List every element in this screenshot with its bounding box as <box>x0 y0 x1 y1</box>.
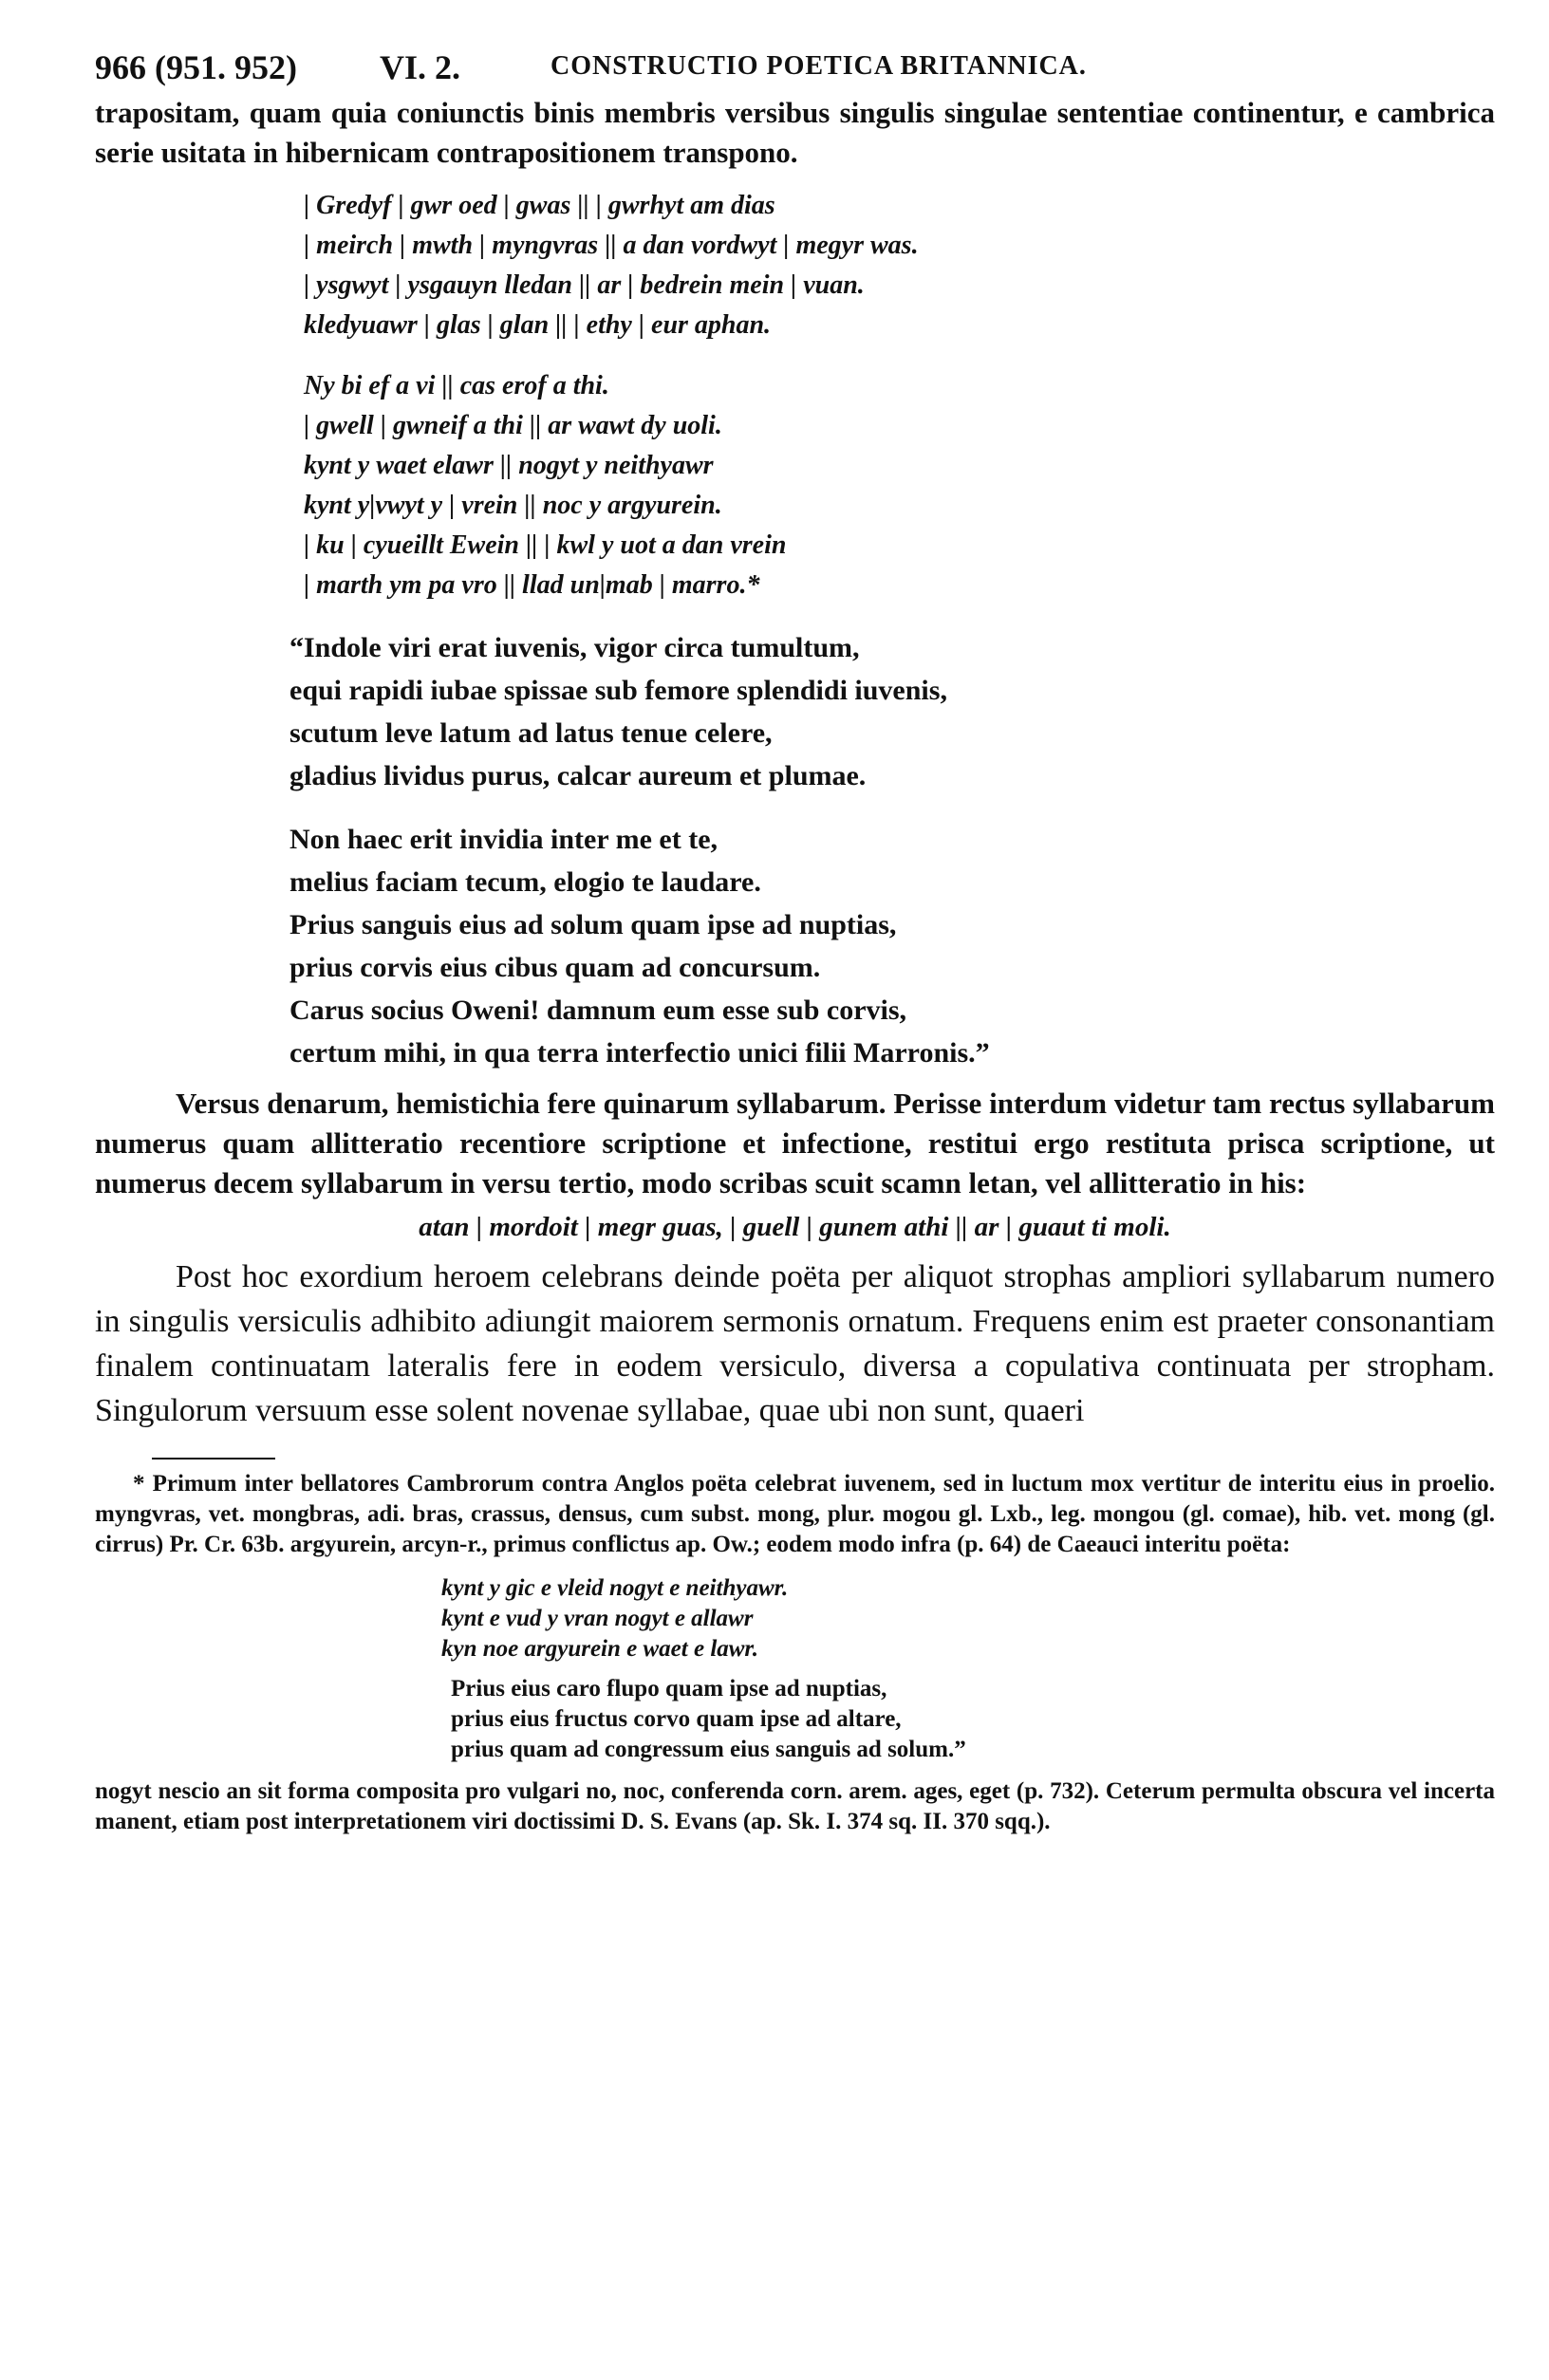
running-title: CONSTRUCTIO POETICA BRITANNICA. <box>551 51 1087 81</box>
verse-line: prius eius fructus corvo quam ipse ad altare, <box>451 1706 902 1732</box>
verse-line: Non haec erit invidia inter me et te, <box>289 824 719 855</box>
verse-line: | meirch | mwth | myngvras || a dan vordwyt | megyr was. <box>304 231 919 260</box>
verse-line: “Indole viri erat iuvenis, vigor circa tumultum, <box>289 632 860 663</box>
verse-line: prius quam ad congressum eius sanguis ad solum.” <box>451 1737 966 1762</box>
verse-line: kynt e vud y vran nogyt e allawr <box>441 1606 754 1631</box>
latin-stanza-2 <box>289 818 1495 1074</box>
welsh-stanza-1 <box>304 186 1495 345</box>
verse-line: | ku | cyueillt Ewein || | kwl y uot a dan vrein <box>304 530 787 560</box>
example-line: atan | mordoit | megr guas, | guell | gunem athi || ar | guaut ti moli. <box>419 1212 1171 1242</box>
footnote-text: * Primum inter bellatores Cambrorum contra Anglos poëta celebrat iuvenem, sed in luctum mox vertitur de interitu eius in proelio. myngvras, vet. mongbras, adi. bras, crassus, densus, cum subst. mong, plur. mogou gl. Lxb., leg. mongou (gl. comae), hib. vet. mong (gl. cirrus) Pr. Cr. 63b. argyurein, arcyn-r., primus conflictus ap. Ow.; eodem modo infra (p. 64) de Caeauci interitu poëta: <box>95 1471 1495 1557</box>
verse-line: melius faciam tecum, elogio te laudare. <box>289 866 761 898</box>
verse-line: | gwell | gwneif a thi || ar wawt dy uoli. <box>304 411 722 440</box>
verse-line: kynt y waet elawr || nogyt y neithyawr <box>304 451 714 480</box>
versus-paragraph: Versus denarum, hemistichia fere quinarum syllabarum. Perisse interdum videtur tam rectus syllabarum numerus quam allitteratio recentiore scriptione et infectione, restitui ergo restituta prisca scriptione, ut numerus decem syllabarum in versu tertio, modo scribas scuit scamn letan, vel allitteratio in his: <box>95 1087 1495 1199</box>
verse-line: equi rapidi iubae spissae sub femore splendidi iuvenis, <box>289 675 947 706</box>
verse-line: scutum leve latum ad latus tenue celere, <box>289 717 773 749</box>
verse-line: | Gredyf | gwr oed | gwas || | gwrhyt am dias <box>304 191 775 220</box>
verse-line: kynt y gic e vleid nogyt e neithyawr. <box>441 1575 789 1601</box>
verse-line: kledyuawr | glas | glan || | ethy | eur aphan. <box>304 310 772 340</box>
footnote <box>95 1469 1495 1837</box>
footnote-welsh-lines <box>441 1573 1495 1664</box>
post-paragraph: Post hoc exordium heroem celebrans deinde poëta per aliquot strophas ampliori syllabarum numero in singulis versiculis adhibito adiungit maiorem sermonis ornatum. Frequens enim est praeter consonantiam finalem continuatam lateralis fere in eodem versiculo, diversa a copulativa continuata per stropham. Singulorum versuum esse solent novenae syllabae, quae ubi non sunt, quaeri <box>95 1259 1495 1428</box>
running-header <box>95 27 1495 93</box>
verse-line: kynt y|vwyt y | vrein || noc y argyurein. <box>304 491 722 520</box>
verse-line: gladius lividus purus, calcar aureum et plumae. <box>289 760 867 791</box>
footnote-rule <box>152 1458 275 1460</box>
page <box>95 27 1495 1837</box>
welsh-stanza-2 <box>304 366 1495 605</box>
verse-line: | ysgwyt | ysgauyn lledan || ar | bedrein mein | vuan. <box>304 270 865 300</box>
verse-line: kyn noe argyurein e waet e lawr. <box>441 1636 759 1662</box>
verse-line: Prius sanguis eius ad solum quam ipse ad nuptias, <box>289 909 897 940</box>
verse-line: Ny bi ef a vi || cas erof a thi. <box>304 371 609 400</box>
verse-line: certum mihi, in qua terra interfectio unici filii Marronis.” <box>289 1037 990 1069</box>
verse-line: Prius eius caro flupo quam ipse ad nuptias, <box>451 1676 887 1701</box>
page-number: 966 (951. 952) <box>95 48 297 86</box>
verse-line: | marth ym pa vro || llad un|mab | marro.* <box>304 570 760 600</box>
section-number: VI. 2. <box>380 48 461 86</box>
verse-line: Carus socius Oweni! damnum eum esse sub corvis, <box>289 995 907 1026</box>
verse-line: prius corvis eius cibus quam ad concursum. <box>289 952 821 983</box>
intro-paragraph: trapositam, quam quia coniunctis binis membris versibus singulis singulae sententiae continentur, e cambrica serie usitata in hibernicam contrapositionem transpono. <box>95 96 1495 169</box>
footnote-latin-lines <box>451 1674 1495 1765</box>
latin-stanza-1 <box>289 626 1495 797</box>
footnote-closing: nogyt nescio an sit forma composita pro vulgari no, noc, conferenda corn. arem. ages, eget (p. 732). Ceterum permulta obscura vel incerta manent, etiam post interpretationem viri doctissimi D. S. Evans (ap. Sk. I. 374 sq. II. 370 sqq.). <box>95 1778 1495 1834</box>
